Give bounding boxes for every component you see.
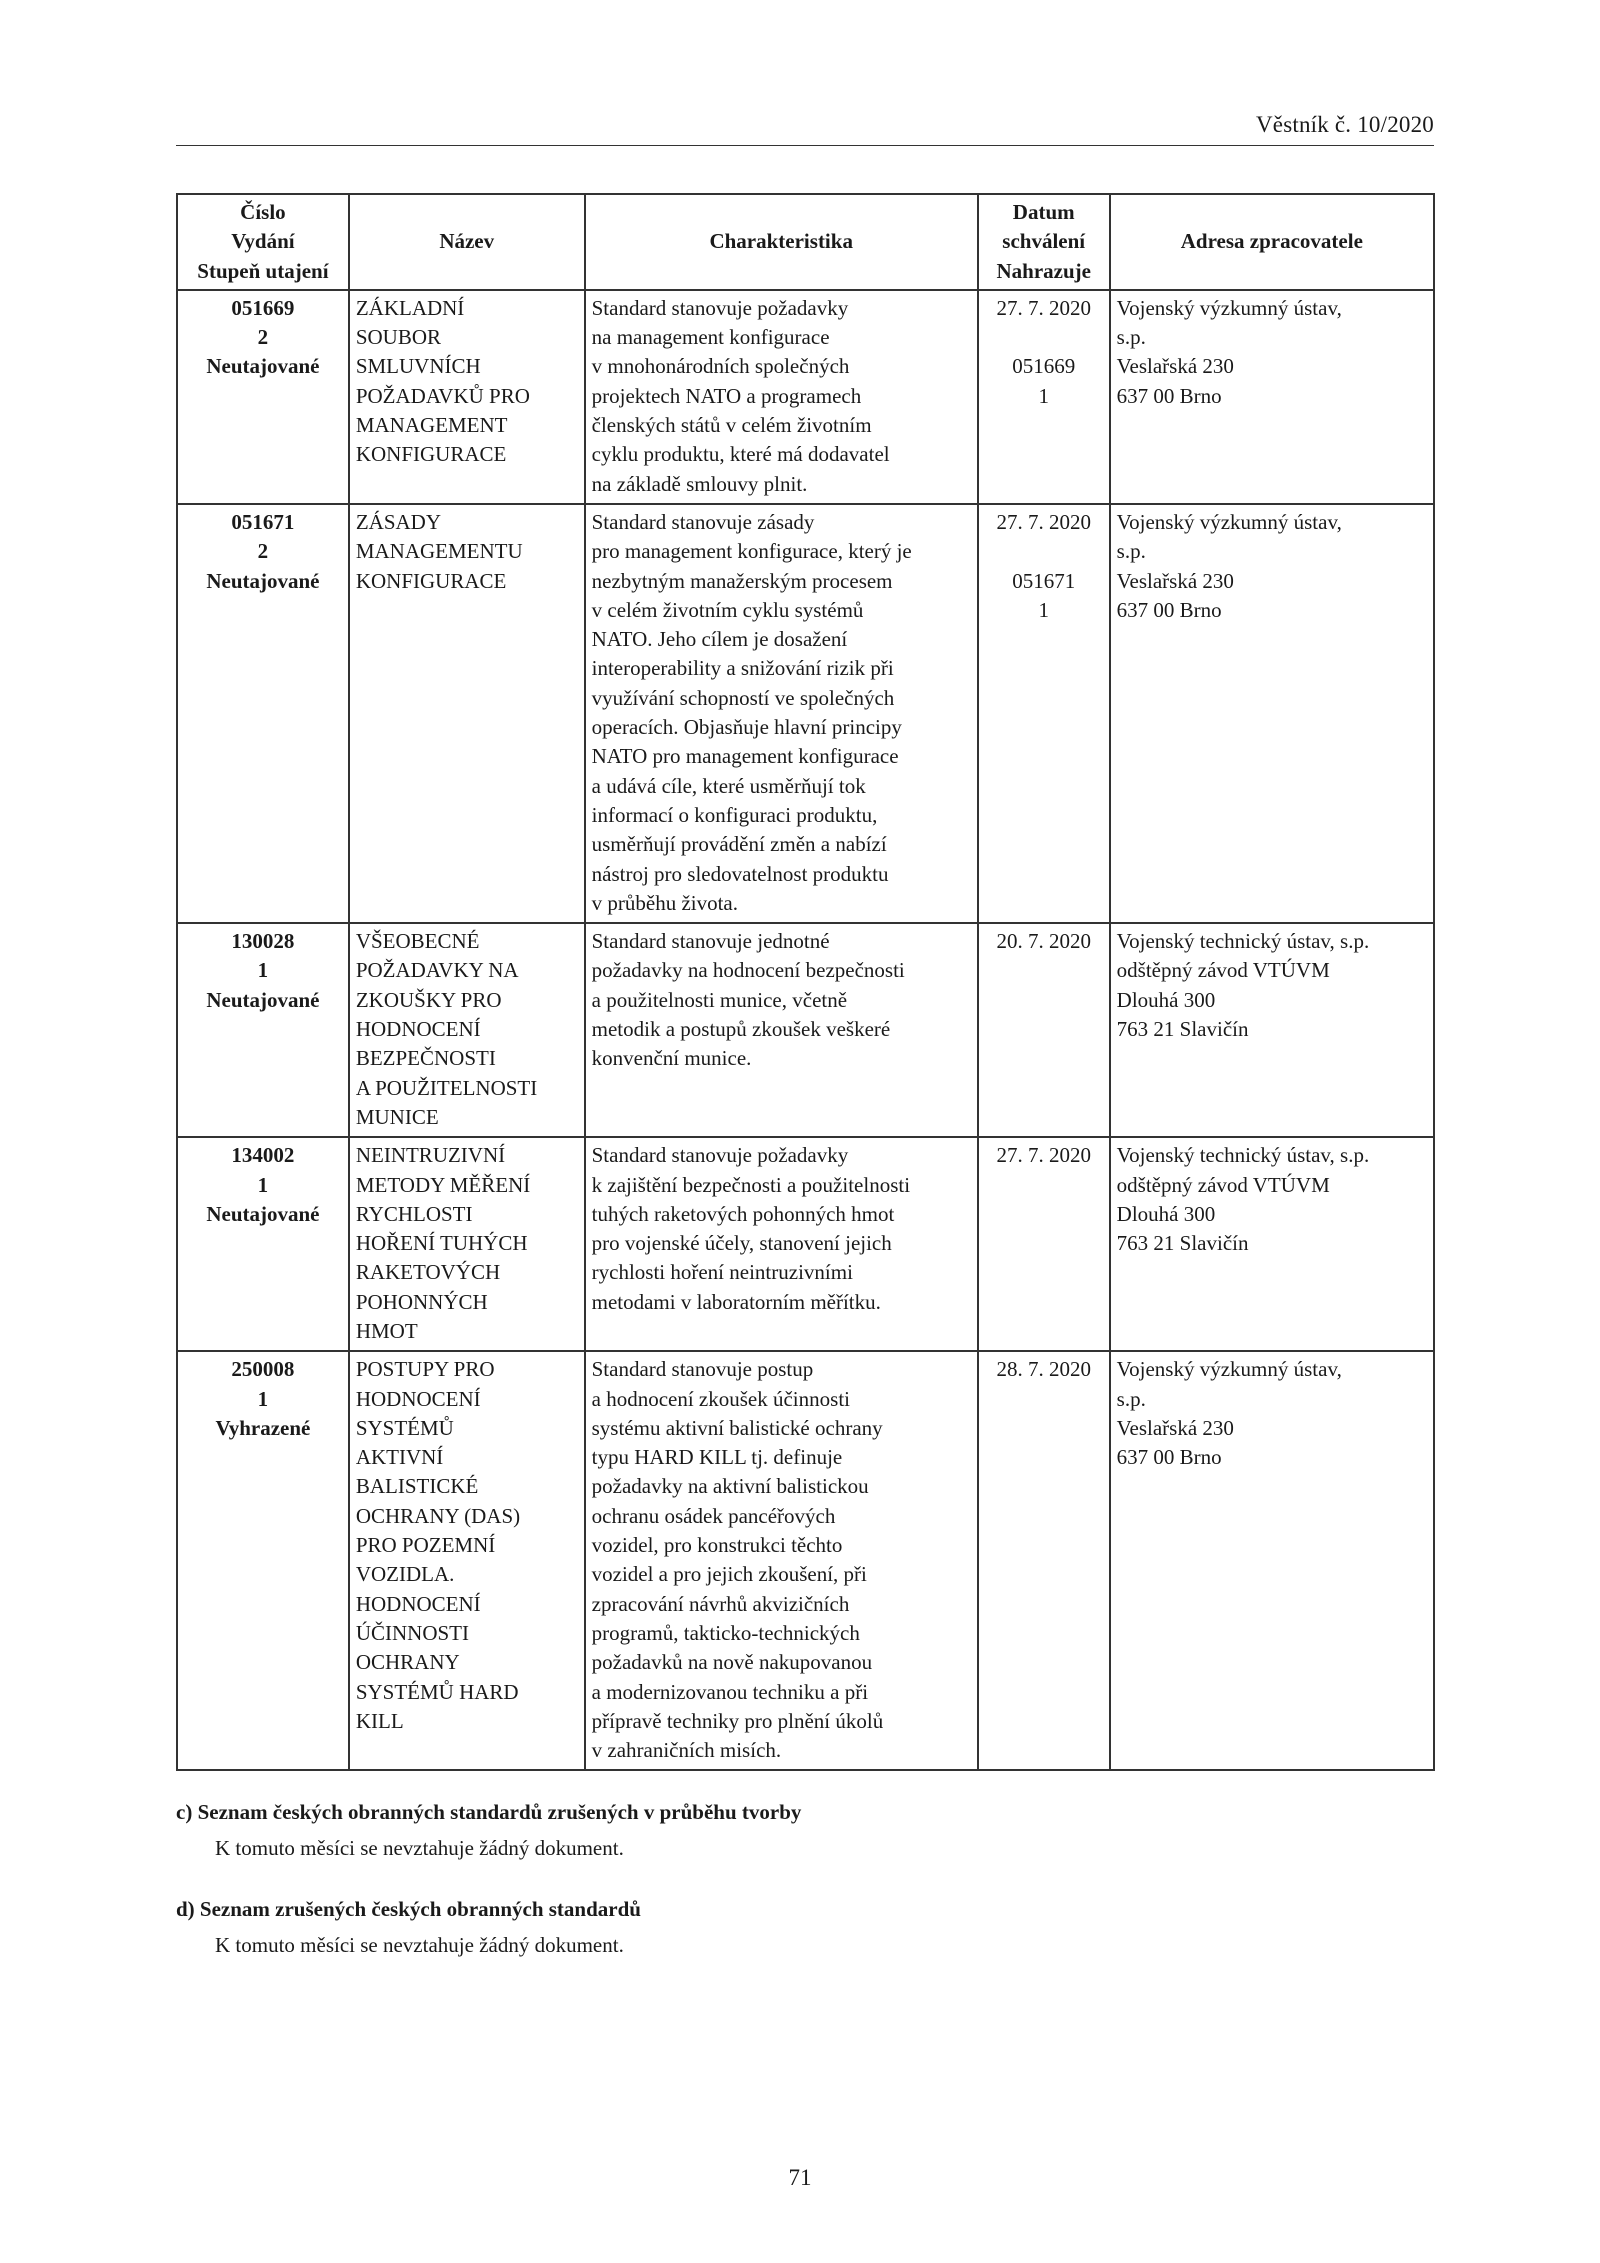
- table-row: [177, 923, 1434, 1137]
- table-row: [177, 504, 1434, 923]
- header-name: Název: [349, 194, 585, 290]
- cell-name: VŠEOBECNÉ POŽADAVKY NA ZKOUŠKY PRO HODNOCENÍ BEZPEČNOSTI A POUŽITELNOSTI MUNICE: [349, 923, 585, 1137]
- header-address: Adresa zpracovatele: [1110, 194, 1434, 290]
- page-number: 71: [788, 2165, 812, 2190]
- cell-address: Vojenský výzkumný ústav, s.p. Veslařská 230 637 00 Brno: [1110, 1351, 1434, 1770]
- table-row: [177, 290, 1434, 504]
- cell-characteristics: Standard stanovuje postup a hodnocení zkoušek účinnosti systému aktivní balistické ochrany typu HARD KILL tj. definuje požadavky na aktivní balistickou ochranu osádek pancéřových vozidel, pro konstrukci těchto vozidel a pro jejich zkoušení, při zpracování návrhů akvizičních programů, takticko-technických požadavků na nově nakupovanou a modernizovanou techniku a při přípravě techniky pro plnění úkolů v zahraničních misích.: [585, 1351, 978, 1770]
- cell-characteristics: Standard stanovuje požadavky k zajištění bezpečnosti a použitelnosti tuhých raketových pohonných hmot pro vojenské účely, stanovení jejich rychlosti hoření neintruzivními metodami v laboratorním měřítku.: [585, 1137, 978, 1351]
- header-number: Číslo Vydání Stupeň utajení: [177, 194, 349, 290]
- cell-address: Vojenský technický ústav, s.p. odštěpný závod VTÚVM Dlouhá 300 763 21 Slavičín: [1110, 923, 1434, 1137]
- journal-header: Věstník č. 10/2020: [1256, 112, 1434, 137]
- header-rule: [176, 145, 1434, 146]
- cell-number: 250008 1 Vyhrazené: [177, 1351, 349, 1770]
- cell-address: Vojenský výzkumný ústav, s.p. Veslařská 230 637 00 Brno: [1110, 504, 1434, 923]
- cell-number: 051669 2 Neutajované: [177, 290, 349, 504]
- table-row: [177, 1137, 1434, 1351]
- header-characteristics: Charakteristika: [585, 194, 978, 290]
- section-c-title: c) Seznam českých obranných standardů zrušených v průběhu tvorby: [176, 1800, 802, 1824]
- cell-date: 28. 7. 2020: [978, 1351, 1110, 1770]
- cell-date: 27. 7. 2020 051669 1: [978, 290, 1110, 504]
- cell-address: Vojenský výzkumný ústav, s.p. Veslařská 230 637 00 Brno: [1110, 290, 1434, 504]
- cell-number: 130028 1 Neutajované: [177, 923, 349, 1137]
- table-header-row: [177, 194, 1434, 290]
- standards-table: [176, 193, 1435, 1771]
- cell-name: ZÁKLADNÍ SOUBOR SMLUVNÍCH POŽADAVKŮ PRO MANAGEMENT KONFIGURACE: [349, 290, 585, 504]
- cell-date: 27. 7. 2020 051671 1: [978, 504, 1110, 923]
- section-d-body: K tomuto měsíci se nevztahuje žádný dokument.: [215, 1933, 624, 1957]
- header-date: Datum schválení Nahrazuje: [978, 194, 1110, 290]
- cell-date: 27. 7. 2020: [978, 1137, 1110, 1351]
- cell-characteristics: Standard stanovuje jednotné požadavky na hodnocení bezpečnosti a použitelnosti munice, včetně metodik a postupů zkoušek veškeré konvenční munice.: [585, 923, 978, 1137]
- cell-name: POSTUPY PRO HODNOCENÍ SYSTÉMŮ AKTIVNÍ BALISTICKÉ OCHRANY (DAS) PRO POZEMNÍ VOZIDLA. HODNOCENÍ ÚČINNOSTI OCHRANY SYSTÉMŮ HARD KILL: [349, 1351, 585, 1770]
- cell-characteristics: Standard stanovuje požadavky na management konfigurace v mnohonárodních společných projektech NATO a programech členských států v celém životním cyklu produktu, které má dodavatel na základě smlouvy plnit.: [585, 290, 978, 504]
- section-d-title: d) Seznam zrušených českých obranných standardů: [176, 1897, 641, 1921]
- cell-number: 051671 2 Neutajované: [177, 504, 349, 923]
- table-row: [177, 1351, 1434, 1770]
- cell-name: ZÁSADY MANAGEMENTU KONFIGURACE: [349, 504, 585, 923]
- cell-name: NEINTRUZIVNÍ METODY MĚŘENÍ RYCHLOSTI HOŘENÍ TUHÝCH RAKETOVÝCH POHONNÝCH HMOT: [349, 1137, 585, 1351]
- cell-number: 134002 1 Neutajované: [177, 1137, 349, 1351]
- cell-address: Vojenský technický ústav, s.p. odštěpný závod VTÚVM Dlouhá 300 763 21 Slavičín: [1110, 1137, 1434, 1351]
- cell-date: 20. 7. 2020: [978, 923, 1110, 1137]
- cell-characteristics: Standard stanovuje zásady pro management konfigurace, který je nezbytným manažerským procesem v celém životním cyklu systémů NATO. Jeho cílem je dosažení interoperability a snižování rizik při využívání schopností ve společných operacích. Objasňuje hlavní principy NATO pro management konfigurace a udává cíle, které usměrňují tok informací o konfiguraci produktu, usměrňují provádění změn a nabízí nástroj pro sledovatelnost produktu v průběhu života.: [585, 504, 978, 923]
- section-c-body: K tomuto měsíci se nevztahuje žádný dokument.: [215, 1836, 624, 1860]
